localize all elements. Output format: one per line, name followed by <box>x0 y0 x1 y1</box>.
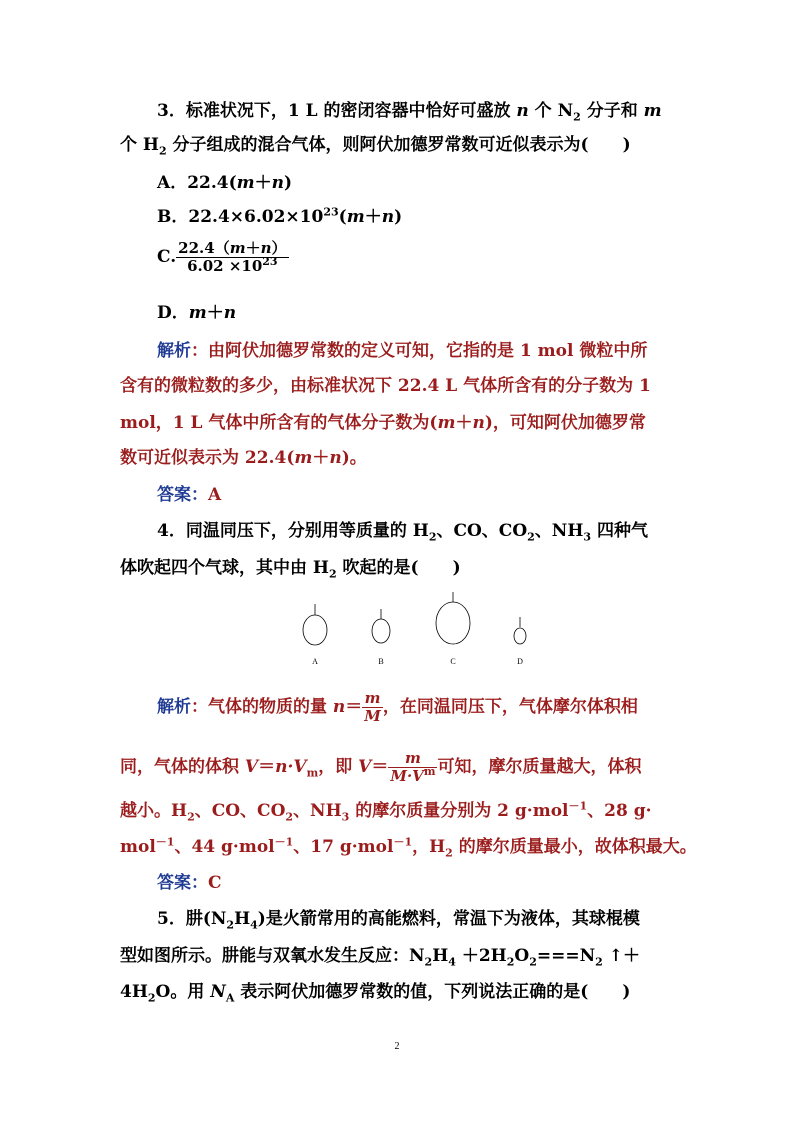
q3-option-c: C. $\frac{22.4(m+n)}{6.02 \times 10^{23}}$ <box>157 239 287 275</box>
q3-line-2: 个 $H_2$ 分子组成的混合气体，则阿伏加德罗常数可近似表示为( ) <box>120 135 631 158</box>
q4-analysis-line-2: 同，气体的体积 $V=n\cdot V_m$，即 V＝ $\frac{m}{M\cdot V^m}$ 可知，摩尔质量越大，体积 <box>120 749 642 785</box>
balloon-d <box>514 617 526 666</box>
svg-text:D: D <box>517 657 523 666</box>
q5-line-2: 型如图所示。肼能与双氧水发生反应：$N_2H_4 +2H_2O_2===N_2$ ↑＋ <box>120 946 640 969</box>
balloon-b <box>372 609 390 666</box>
q3-analysis-line-2: 含有的微粒数的多少，由标准状况下 22.4 L 气体所含有的分子数为 1 <box>120 376 651 396</box>
q3-answer: 答案：A <box>157 485 222 505</box>
q3-line-1: 3．标准状况下，1 L 的密闭容器中恰好可盛放 n 个 $N_2$ 分子和 m <box>157 101 662 124</box>
q4-line-1: 4．同温同压下，分别用等质量的 $H_2$、CO、$CO_2$、$NH_3$ 四种气 <box>157 521 648 544</box>
q4-answer: 答案：C <box>157 873 222 893</box>
svg-text:B: B <box>378 657 384 666</box>
balloon-c <box>436 592 470 666</box>
q3-option-b: B．$22.4\times 6.02\times 10^{23}(m+n)$ <box>157 205 403 227</box>
q4-line-2: 体吹起四个气球，其中由 $H_2$ 吹起的是( ) <box>120 558 461 581</box>
formula-v-fraction: $\frac{m}{M\cdot V^m}$ <box>390 749 436 785</box>
balloons-figure <box>290 590 540 670</box>
formula-n-fraction: $\frac{m}{M}$ <box>364 689 381 725</box>
q3-analysis-line-3: mol，1 L 气体中所含有的气体分子数为(m＋n)，可知阿伏加德罗常 <box>120 413 646 433</box>
q3-option-d: D．m＋n <box>157 303 237 323</box>
q3-option-a: A．22.4(m＋n) <box>157 173 293 193</box>
q5-line-3: $4H_2O$。用 $N_A$ 表示阿伏加德罗常数的值，下列说法正确的是( ) <box>120 982 631 1005</box>
balloon-a <box>303 604 327 666</box>
svg-text:A: A <box>312 657 318 666</box>
svg-text:C: C <box>450 657 456 666</box>
q3-option-c-fraction: $\frac{22.4(m+n)}{6.02 \times 10^{23}}$ <box>178 239 287 275</box>
q5-line-1: 5．肼$(N_2H_4)$是火箭常用的高能燃料，常温下为液体，其球棍模 <box>157 909 640 932</box>
page-number: 2 <box>394 1041 400 1052</box>
q3-analysis-line-1: 解析：由阿伏加德罗常数的定义可知，它指的是 1 mol 微粒中所 <box>157 341 648 361</box>
q4-analysis-line-4: mol$^{-1}$、44 g·mol$^{-1}$、17 g·mol$^{-1}$，$H_2$ 的摩尔质量最小，故体积最大。 <box>120 835 697 860</box>
q3-analysis-line-4: 数可近似表示为 22.4(m＋n)。 <box>120 448 367 468</box>
q4-analysis-line-3: 越小。$H_2$、CO、$CO_2$、$NH_3$ 的摩尔质量分别为 2 g·mol$^{-1}$、28 g· <box>120 799 652 824</box>
q4-analysis-line-1: 解析：气体的物质的量 n＝ $\frac{m}{M}$ ，在同温同压下，气体摩尔体积相 <box>157 689 638 725</box>
